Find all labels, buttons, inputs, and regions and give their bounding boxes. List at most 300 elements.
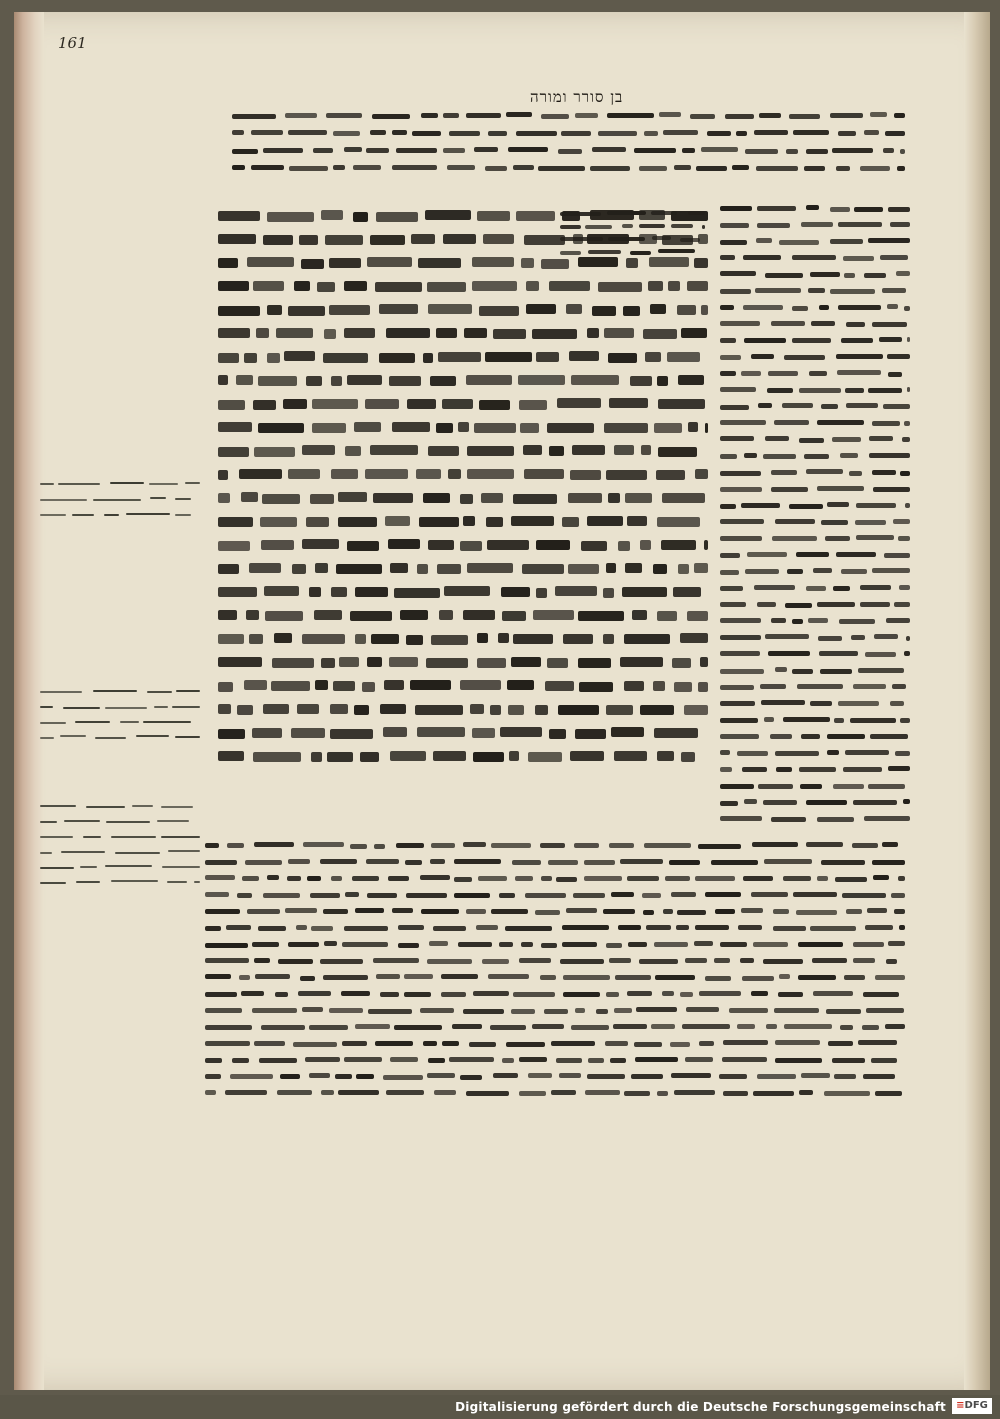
main-text-word — [568, 564, 599, 574]
commentary-bottom-word — [205, 943, 248, 948]
main-text-word — [267, 305, 282, 315]
main-text-word — [439, 610, 453, 620]
commentary-bottom-word — [873, 875, 889, 880]
commentary-bottom-word — [627, 876, 659, 881]
commentary-bottom-word — [493, 1073, 518, 1078]
main-text-word — [324, 329, 336, 339]
main-text-word — [338, 517, 377, 527]
commentary-bottom-word — [862, 1025, 879, 1030]
main-text-word — [261, 540, 294, 550]
commentary-right-word — [770, 734, 792, 739]
main-text-word — [695, 469, 708, 479]
commentary-right-word — [838, 222, 882, 227]
commentary-bottom-word — [488, 974, 529, 979]
commentary-right-word — [819, 305, 830, 310]
main-text-word — [425, 210, 471, 220]
main-text-word — [533, 610, 574, 620]
commentary-bottom-word — [682, 1024, 730, 1029]
commentary-bottom-word — [729, 1008, 768, 1013]
gloss-left-word — [639, 224, 665, 228]
commentary-bottom-word — [871, 1058, 897, 1063]
main-text-word — [410, 680, 451, 690]
commentary-top-word — [745, 149, 778, 154]
commentary-right-word — [741, 503, 779, 508]
commentary-bottom-word — [885, 1024, 905, 1029]
commentary-bottom-word — [588, 1058, 605, 1063]
commentary-right-word — [783, 717, 830, 722]
commentary-bottom-word — [858, 1040, 897, 1045]
commentary-right-word — [771, 470, 797, 475]
commentary-right-word — [742, 767, 767, 772]
commentary-right-word — [720, 618, 761, 623]
main-text-word — [218, 400, 245, 410]
commentary-bottom-word — [620, 859, 663, 864]
main-text-word — [284, 351, 315, 361]
main-text-word — [487, 540, 529, 550]
commentary-right-word — [785, 603, 812, 608]
commentary-bottom-word — [801, 1073, 830, 1078]
main-text-word — [380, 704, 406, 714]
main-text-word — [609, 398, 648, 408]
main-text-word — [350, 611, 392, 621]
main-text-word — [433, 751, 465, 761]
main-text-word — [472, 281, 517, 291]
commentary-bottom-word — [677, 910, 706, 915]
commentary-bottom-word — [773, 909, 790, 914]
main-text-word — [355, 587, 388, 597]
commentary-bottom-word — [826, 1009, 861, 1014]
commentary-bottom-word — [329, 1008, 362, 1013]
commentary-top-word — [232, 165, 245, 170]
commentary-bottom-word — [723, 1091, 747, 1096]
commentary-bottom-word — [872, 860, 905, 865]
commentary-right-word — [904, 306, 910, 311]
commentary-right-word — [833, 586, 850, 591]
main-text-word — [347, 541, 379, 551]
main-text-word — [379, 353, 416, 363]
main-text-word — [485, 352, 531, 362]
main-text-word — [254, 447, 294, 457]
commentary-right-word — [830, 239, 863, 244]
commentary-right-word — [720, 305, 734, 310]
main-text-word — [218, 564, 239, 574]
commentary-right-word — [760, 684, 786, 689]
commentary-bottom-word — [331, 876, 342, 881]
main-text-word — [490, 705, 501, 715]
main-text-word — [218, 281, 249, 291]
commentary-bottom-word — [810, 926, 856, 931]
main-text-word — [477, 633, 488, 643]
commentary-top-word — [701, 147, 738, 152]
commentary-top-word — [466, 113, 501, 118]
commentary-bottom-word — [342, 942, 388, 947]
commentary-right-word — [782, 403, 813, 408]
commentary-right-word — [817, 486, 865, 491]
commentary-right-word — [806, 586, 826, 591]
main-text-word — [606, 563, 617, 573]
commentary-right-word — [903, 799, 910, 804]
commentary-right-word — [905, 503, 910, 508]
main-text-word — [428, 304, 472, 314]
main-text-word — [640, 705, 675, 715]
commentary-bottom-word — [287, 876, 301, 881]
commentary-top-word — [285, 113, 316, 118]
main-text-word — [297, 704, 319, 714]
commentary-bottom-word — [624, 1091, 650, 1096]
main-text-word — [511, 657, 541, 667]
main-text-word — [330, 729, 372, 739]
main-text-word — [265, 611, 304, 621]
commentary-right-word — [755, 288, 801, 293]
main-text-word — [331, 469, 358, 479]
commentary-right-word — [873, 487, 910, 492]
commentary-bottom-word — [430, 859, 445, 864]
main-text-word — [623, 306, 640, 316]
main-text-word — [705, 423, 708, 433]
commentary-top-word — [897, 166, 905, 171]
main-text-word — [355, 634, 367, 644]
commentary-bottom-word — [563, 992, 599, 997]
commentary-right-word — [774, 420, 809, 425]
commentary-top-word — [333, 165, 346, 170]
commentary-right-word — [796, 552, 829, 557]
main-text-word — [558, 705, 599, 715]
commentary-bottom-word — [254, 842, 294, 847]
commentary-bottom-word — [247, 909, 280, 914]
main-text-word — [353, 212, 368, 222]
commentary-bottom-word — [611, 892, 634, 897]
commentary-bottom-word — [636, 1007, 677, 1012]
main-text-word — [549, 446, 564, 456]
marginalia-word — [157, 820, 189, 822]
main-text-word — [333, 681, 355, 691]
commentary-bottom-word — [686, 1007, 719, 1012]
commentary-bottom-word — [867, 908, 887, 913]
commentary-bottom-word — [695, 876, 735, 881]
main-text-word — [684, 705, 708, 715]
main-text-word — [375, 282, 422, 292]
commentary-bottom-word — [205, 909, 240, 914]
commentary-top-word — [754, 130, 787, 135]
commentary-right-word — [872, 470, 896, 475]
commentary-right-word — [720, 255, 735, 260]
commentary-right-word — [839, 619, 875, 624]
main-text-word — [428, 446, 459, 456]
main-text-word — [376, 212, 418, 222]
commentary-top-word — [372, 114, 410, 119]
commentary-right-word — [765, 436, 789, 441]
commentary-right-word — [801, 222, 834, 227]
main-text-word — [547, 658, 567, 668]
main-text-word — [700, 657, 708, 667]
commentary-bottom-word — [376, 974, 400, 979]
commentary-bottom-word — [205, 1025, 252, 1030]
commentary-bottom-word — [335, 1074, 352, 1079]
commentary-bottom-word — [628, 942, 646, 947]
main-text-word — [292, 564, 306, 574]
main-text-word — [329, 305, 370, 315]
commentary-bottom-word — [519, 1057, 547, 1062]
main-text-word — [500, 727, 542, 737]
main-text-word — [317, 282, 335, 292]
commentary-top-word — [558, 149, 583, 154]
commentary-bottom-word — [798, 942, 843, 947]
commentary-right-word — [720, 669, 764, 674]
main-text-word — [673, 587, 700, 597]
commentary-bottom-word — [793, 892, 836, 897]
commentary-right-word — [757, 223, 790, 228]
commentary-bottom-word — [428, 1058, 445, 1063]
commentary-right-word — [836, 354, 883, 359]
commentary-right-word — [792, 255, 836, 260]
commentary-bottom-word — [350, 844, 367, 849]
main-text-word — [549, 729, 566, 739]
gloss-left-word — [671, 224, 693, 228]
commentary-top-word — [634, 148, 676, 153]
commentary-right-word — [868, 784, 905, 789]
commentary-right-word — [810, 701, 833, 706]
commentary-bottom-word — [575, 1008, 585, 1013]
marginalia-word — [172, 706, 200, 708]
commentary-right-word — [775, 667, 787, 672]
commentary-bottom-word — [398, 925, 424, 930]
main-text-word — [423, 493, 449, 503]
main-text-word — [302, 634, 345, 644]
commentary-bottom-word — [442, 1041, 458, 1046]
commentary-bottom-word — [454, 893, 490, 898]
commentary-right-word — [720, 338, 736, 343]
commentary-right-word — [720, 355, 741, 360]
main-text-word — [218, 541, 250, 551]
main-text-word — [247, 257, 295, 267]
main-text-word — [536, 352, 558, 362]
main-text-word — [314, 610, 342, 620]
marginalia-word — [40, 483, 54, 485]
commentary-bottom-word — [723, 1040, 768, 1045]
commentary-bottom-word — [541, 943, 557, 948]
main-text-word — [520, 423, 539, 433]
commentary-top-word — [832, 148, 873, 153]
main-text-word — [477, 211, 509, 221]
commentary-right-word — [827, 734, 865, 739]
main-text-word — [329, 258, 361, 268]
commentary-bottom-word — [853, 942, 884, 947]
commentary-right-word — [784, 355, 826, 360]
commentary-right-word — [720, 371, 736, 376]
main-text-word — [448, 469, 461, 479]
commentary-bottom-word — [639, 959, 678, 964]
commentary-bottom-word — [812, 958, 846, 963]
marginalia-word — [149, 483, 178, 485]
gloss-left-word — [622, 224, 633, 228]
marginalia-word — [161, 806, 193, 808]
commentary-bottom-word — [540, 843, 565, 848]
main-text-word — [386, 328, 430, 338]
marginalia-word — [136, 735, 169, 737]
main-text-word — [694, 563, 708, 573]
marginalia-word — [40, 691, 82, 693]
commentary-top-word — [682, 148, 695, 153]
folio-number: 161 — [58, 34, 87, 52]
main-text-word — [267, 353, 280, 363]
commentary-bottom-word — [288, 942, 319, 947]
commentary-bottom-word — [225, 1090, 267, 1095]
commentary-right-word — [868, 388, 902, 393]
commentary-right-word — [840, 453, 858, 458]
commentary-right-word — [907, 387, 910, 392]
marginalia-word — [76, 881, 100, 883]
commentary-bottom-word — [205, 1041, 250, 1046]
commentary-bottom-word — [427, 959, 471, 964]
marginalia-word — [40, 499, 87, 501]
commentary-bottom-word — [205, 1008, 242, 1013]
main-text-word — [244, 353, 257, 363]
commentary-bottom-word — [541, 876, 551, 881]
gloss-left-word — [652, 236, 671, 240]
commentary-bottom-word — [798, 975, 836, 980]
commentary-bottom-word — [828, 1041, 853, 1046]
commentary-top-word — [366, 148, 389, 153]
commentary-bottom-word — [585, 1090, 619, 1095]
commentary-bottom-word — [452, 1024, 483, 1029]
main-text-word — [522, 564, 564, 574]
main-text-word — [218, 447, 249, 457]
marginalia-word — [95, 737, 125, 739]
commentary-right-word — [720, 750, 730, 755]
commentary-top-word — [793, 130, 830, 135]
commentary-bottom-word — [512, 860, 541, 865]
main-text-word — [267, 212, 314, 222]
commentary-bottom-word — [205, 843, 219, 848]
main-text-word — [389, 376, 421, 386]
commentary-right-word — [776, 767, 791, 772]
main-text-word — [272, 658, 314, 668]
commentary-bottom-word — [562, 925, 609, 930]
commentary-bottom-word — [738, 925, 761, 930]
main-text-word — [483, 234, 514, 244]
commentary-right-word — [886, 618, 910, 623]
commentary-top-word — [786, 149, 799, 154]
commentary-right-word — [856, 503, 896, 508]
commentary-right-word — [832, 437, 861, 442]
main-text-word — [276, 328, 313, 338]
marginalia-word — [58, 483, 100, 485]
commentary-top-word — [344, 147, 362, 152]
commentary-right-word — [860, 602, 890, 607]
main-text-word — [677, 305, 696, 315]
commentary-bottom-word — [899, 925, 905, 930]
commentary-bottom-word — [263, 893, 301, 898]
main-text-word — [535, 705, 547, 715]
main-text-word — [562, 517, 580, 527]
main-text-word — [392, 422, 430, 432]
marginalia-word — [40, 867, 74, 869]
commentary-bottom-word — [449, 1057, 494, 1062]
marginalia-word — [93, 499, 141, 501]
main-text-word — [437, 564, 461, 574]
commentary-right-word — [890, 701, 904, 706]
main-text-word — [579, 682, 613, 692]
main-text-word — [436, 328, 457, 338]
commentary-bottom-word — [685, 1057, 713, 1062]
main-text-word — [294, 281, 310, 291]
commentary-top-word — [396, 148, 437, 153]
commentary-bottom-word — [824, 1091, 871, 1096]
commentary-bottom-word — [352, 876, 379, 881]
main-text-word — [383, 727, 407, 737]
commentary-top-word — [659, 112, 681, 117]
commentary-bottom-word — [258, 926, 286, 931]
commentary-bottom-word — [255, 974, 290, 979]
commentary-bottom-word — [751, 892, 788, 897]
main-text-word — [344, 281, 368, 291]
commentary-right-word — [865, 652, 896, 657]
main-text-word — [360, 752, 379, 762]
main-text-word — [244, 680, 267, 690]
main-text-word — [622, 587, 668, 597]
main-text-word — [283, 399, 307, 409]
main-text-word — [657, 611, 677, 621]
commentary-bottom-word — [205, 992, 237, 997]
digitization-credit: Digitalisierung gefördert durch die Deutsche Forschungsgemeinschaft — [455, 1400, 946, 1414]
commentary-right-word — [720, 767, 732, 772]
commentary-bottom-word — [466, 909, 486, 914]
commentary-bottom-word — [323, 909, 347, 914]
commentary-bottom-word — [396, 843, 424, 848]
main-text-word — [218, 422, 252, 432]
commentary-right-word — [806, 205, 820, 210]
commentary-bottom-word — [835, 877, 867, 882]
commentary-right-word — [811, 321, 835, 326]
main-text-word — [653, 681, 664, 691]
marginalia-word — [40, 805, 76, 807]
main-text-word — [474, 423, 516, 433]
commentary-right-word — [720, 471, 761, 476]
commentary-right-word — [869, 453, 910, 458]
commentary-right-word — [872, 322, 907, 327]
commentary-top-word — [607, 113, 654, 118]
commentary-right-word — [720, 223, 749, 228]
commentary-bottom-word — [584, 860, 615, 865]
commentary-bottom-word — [226, 925, 251, 930]
main-text-word — [288, 469, 320, 479]
commentary-bottom-word — [237, 893, 253, 898]
main-text-word — [603, 588, 614, 598]
commentary-bottom-word — [698, 844, 741, 849]
commentary-bottom-word — [674, 1090, 715, 1095]
commentary-right-word — [744, 453, 757, 458]
marginalia-word — [126, 513, 170, 515]
commentary-bottom-word — [525, 893, 566, 898]
commentary-right-word — [764, 717, 774, 722]
commentary-top-word — [830, 113, 864, 118]
commentary-top-word — [449, 131, 481, 136]
commentary-top-word — [561, 131, 590, 136]
commentary-bottom-word — [705, 892, 741, 897]
commentary-bottom-word — [398, 943, 419, 948]
commentary-bottom-word — [285, 908, 317, 913]
commentary-bottom-word — [775, 1040, 820, 1045]
commentary-bottom-word — [764, 859, 812, 864]
commentary-right-word — [853, 800, 897, 805]
main-text-word — [417, 564, 428, 574]
main-text-word — [524, 235, 565, 245]
main-text-word — [641, 445, 651, 455]
commentary-bottom-word — [433, 926, 466, 931]
main-text-word — [458, 422, 468, 432]
commentary-bottom-word — [434, 1090, 456, 1095]
commentary-right-word — [800, 784, 823, 789]
